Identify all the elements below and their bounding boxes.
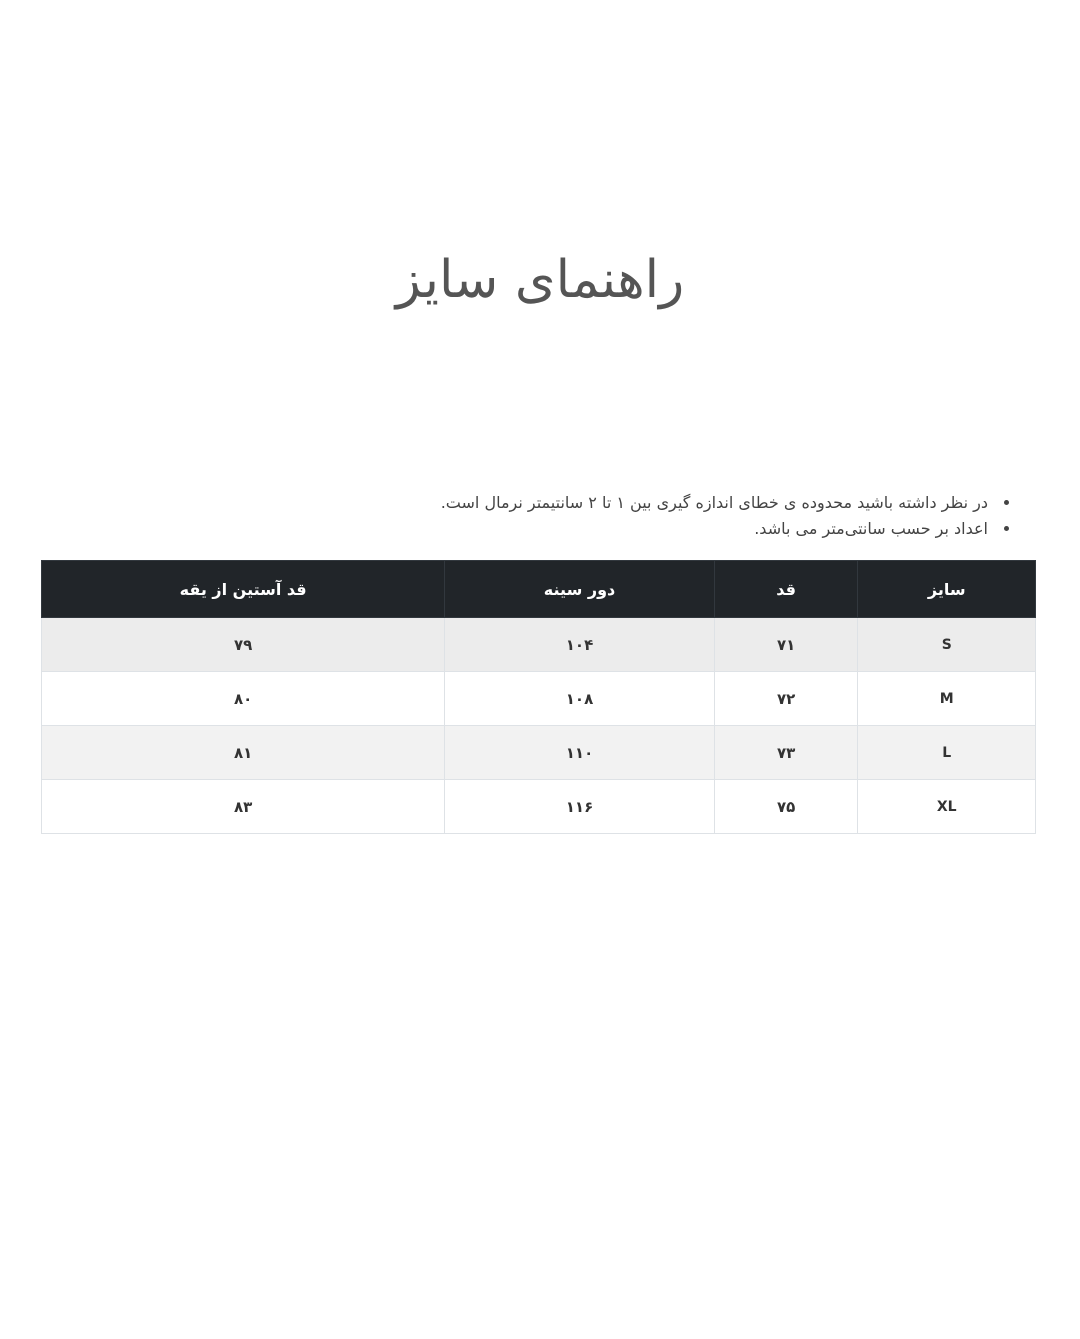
header-length: قد xyxy=(714,561,858,618)
table-header-row xyxy=(42,561,1036,618)
cell-sleeve: ۷۹ xyxy=(42,618,445,672)
cell-sleeve: ۸۰ xyxy=(42,672,445,726)
page-title: راهنمای سایز xyxy=(395,250,685,310)
note-measurement-error: • در نظر داشته باشید محدوده ی خطای اندازه گیری بین ۱ تا ۲ سانتیمتر نرمال است. xyxy=(40,490,992,516)
cell-size: M xyxy=(858,672,1036,726)
cell-length: ۷۲ xyxy=(714,672,858,726)
cell-chest: ۱۱۶ xyxy=(445,780,715,834)
cell-sleeve: ۸۱ xyxy=(42,726,445,780)
header-size: سایز xyxy=(858,561,1036,618)
cell-size: XL xyxy=(858,780,1036,834)
header-chest: دور سینه xyxy=(445,561,715,618)
note-units: • اعداد بر حسب سانتی‌متر می باشد. xyxy=(40,516,992,542)
cell-sleeve: ۸۳ xyxy=(42,780,445,834)
cell-length: ۷۳ xyxy=(714,726,858,780)
table-row xyxy=(42,618,1036,672)
cell-chest: ۱۰۴ xyxy=(445,618,715,672)
cell-size: L xyxy=(858,726,1036,780)
size-table xyxy=(41,560,1036,834)
cell-length: ۷۵ xyxy=(714,780,858,834)
table-row xyxy=(42,780,1036,834)
table-row xyxy=(42,672,1036,726)
cell-length: ۷۱ xyxy=(714,618,858,672)
cell-size: S xyxy=(858,618,1036,672)
cell-chest: ۱۱۰ xyxy=(445,726,715,780)
cell-chest: ۱۰۸ xyxy=(445,672,715,726)
notes-list xyxy=(40,490,1010,542)
header-sleeve: قد آستین از یقه xyxy=(42,561,445,618)
table-row xyxy=(42,726,1036,780)
